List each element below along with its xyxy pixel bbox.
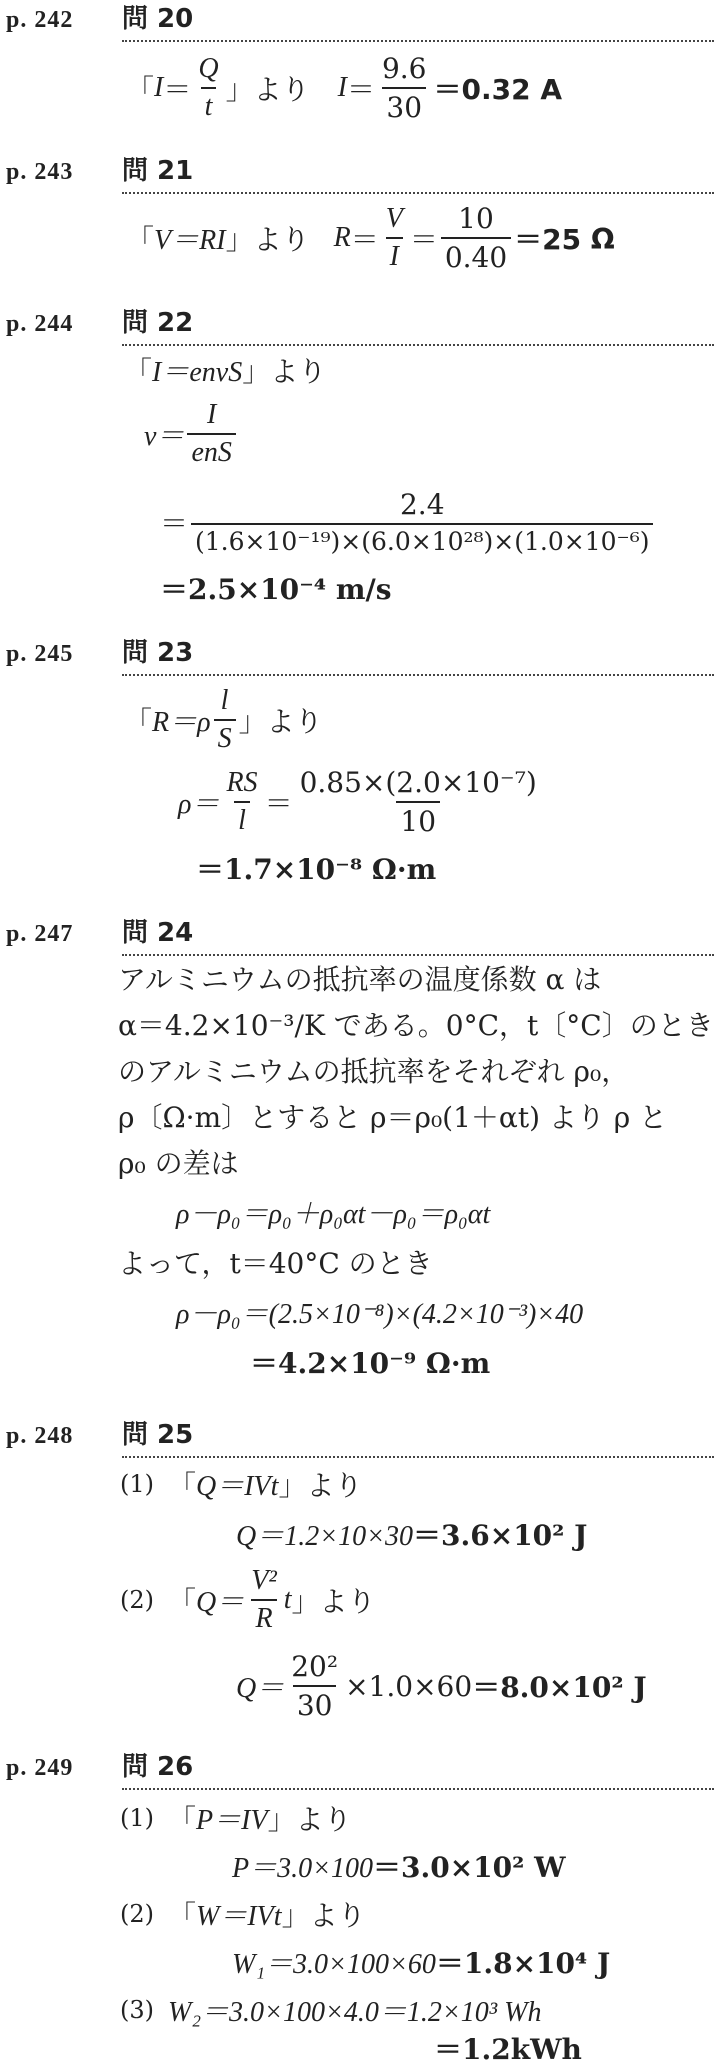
bracket-open: 「 [126,223,155,256]
fraction [214,685,236,755]
q25-part1 [120,1464,362,1504]
var-r: R [333,222,351,253]
problem-label: 問 26 [122,1752,194,1782]
page-ref: p. 242 [6,7,74,33]
var-v: v＝ [144,421,185,452]
numerator: V² [251,1565,277,1596]
fraction [191,488,653,556]
q26-part1 [120,1798,352,1838]
var-q: Q＝ [236,1673,285,1704]
var-i: I [337,72,347,103]
answer: ＝25 Ω [514,223,615,256]
answer: ＝1.8×10⁴ J [435,1947,611,1980]
q24-line: よって，t＝40°C のとき [118,1247,433,1280]
answer: ＝4.2×10⁻⁹ Ω·m [250,1347,491,1380]
q23-step1: ρ＝ $\frac{RS}{l}$ ＝ $\frac{\text{0.85×(2.0×10⁻⁷)}}{10}$ [178,762,544,842]
problem-label: 問 22 [122,308,194,338]
page-ref: p. 244 [6,311,74,337]
numerator: V [385,203,403,234]
yori-text: 」より [242,355,327,388]
formula: W＝IVt [196,1901,282,1932]
equation-text: W₁＝3.0×100×60 [232,1949,436,1980]
denominator: l [234,801,250,837]
formula: I＝envS [152,357,243,388]
equation-text: ρ－ρ₀＝ρ₀＋ρ₀αt－ρ₀＝ρ₀αt [176,1199,491,1230]
part-number: (1) [120,1804,154,1832]
bracket-open: 「 [168,1899,197,1932]
q24-equation [176,1200,490,1229]
q26-part2 [120,1894,366,1934]
q24-line: α＝4.2×10⁻³/K である。0°C，t〔°C〕のとき [118,1009,714,1042]
part-number: (3) [120,1996,154,2024]
dotted-rule [122,1456,714,1458]
q26-part3-answer [434,2030,582,2066]
q22-step1 [144,394,239,474]
page-ref: p. 249 [6,1755,74,1781]
equals: ＝ [163,73,192,106]
yori-text: 」より [238,705,323,738]
q23-answer [196,853,437,886]
answer: ＝0.32 A [433,73,562,106]
fraction [222,767,261,837]
denominator: 0.40 [441,237,511,274]
q26-part2-calc [232,1942,610,1982]
part-number: (1) [120,1470,154,1498]
yori-text: 」より [225,223,310,256]
fraction [194,53,222,123]
dotted-rule [122,674,714,676]
fraction [441,202,511,274]
denominator: S [214,719,236,755]
equation-text: Q＝1.2×10×30 [236,1521,414,1552]
denominator: 30 [293,1685,337,1722]
fraction [382,203,407,273]
answer: ＝3.6×10² J [413,1519,588,1552]
numerator: I [206,399,217,430]
numerator: l [220,685,229,716]
numerator: 2.4 [399,488,445,521]
q22-premise [124,352,326,388]
problem-label: 問 23 [122,638,194,668]
bracket-open: 「 [168,1585,197,1618]
page-ref: p. 247 [6,921,74,947]
part-number: (2) [120,1900,154,1928]
equation-text: ×1.0×60 [345,1669,473,1703]
problem-label: 問 24 [122,918,194,948]
problem-label: 問 21 [122,156,194,186]
dotted-rule [122,192,714,194]
dotted-rule [122,954,714,956]
numerator: Q [198,53,219,84]
fraction [187,399,235,469]
problem-label: 問 20 [122,4,194,34]
q24-line: ρ〔Ω·m〕とすると ρ＝ρ₀(1＋αt) より ρ と [118,1101,668,1134]
denominator: R [251,1599,276,1635]
answer: ＝8.0×10² J [472,1671,647,1704]
q22-step2 [160,486,656,558]
q23-premise [124,684,323,756]
numerator: 9.6 [381,52,427,85]
numerator: RS [226,767,258,798]
equals: ＝ [160,507,189,540]
q25-part1-calc [236,1514,587,1554]
formula: Q＝ [196,1587,245,1618]
q26-part1-calc [232,1846,566,1886]
equation-text: P＝3.0×100 [232,1853,373,1884]
answer: ＝1.2kWh [434,2033,582,2066]
var-rho: ρ＝ [178,789,220,820]
problem-label: 問 25 [122,1420,194,1450]
q24-answer [250,1347,491,1380]
yori-text: 」より [281,1899,366,1932]
page-ref: p. 248 [6,1423,74,1449]
yori-text: 」より [278,1469,363,1502]
q24-line: アルミニウムの抵抗率の温度係数 α は [118,963,602,996]
numerator: 10 [458,202,494,235]
bracket-open: 「 [126,73,155,106]
page-ref: p. 245 [6,641,74,667]
fraction [247,1565,281,1635]
formula: R＝ρ [152,707,211,738]
q21-equation: 「 V＝RI 」より R ＝ $\frac{V}{I}$ ＝ $\frac{10}{0.40}$ ＝25 Ω [126,202,615,274]
equation-text: W₂＝3.0×100×4.0＝1.2×10³ Wh [168,1997,542,2028]
denominator: 10 [396,801,440,838]
answer: ＝1.7×10⁻⁸ Ω·m [196,853,437,886]
denominator: (1.6×10⁻¹⁹)×(6.0×10²⁸)×(1.0×10⁻⁶) [191,523,653,556]
var-t: t [283,1584,292,1615]
formula: P＝IV [196,1805,268,1836]
q25-part2-calc [236,1646,647,1726]
q24-line: のアルミニウムの抵抗率をそれぞれ ρ₀， [118,1055,630,1088]
answer: ＝2.5×10⁻⁴ m/s [160,573,392,606]
formula: Q＝IVt [196,1471,279,1502]
yori-text: 」より [267,1803,352,1836]
part-number: (2) [120,1586,154,1614]
page-ref: p. 243 [6,159,74,185]
bracket-open: 「 [168,1803,197,1836]
dotted-rule [122,1788,714,1790]
q22-answer [160,573,392,606]
dotted-rule [122,344,714,346]
bracket-open: 「 [168,1469,197,1502]
yori-text: 」より [291,1585,376,1618]
denominator: 30 [382,87,426,124]
yori-text: 」より [225,73,310,106]
q24-line: ρ₀ の差は [118,1147,239,1180]
equals: ＝ [346,73,375,106]
fraction [287,1650,342,1722]
q25-part2 [120,1562,376,1638]
formula: V＝RI [154,225,226,256]
var-i: I [154,72,164,103]
numerator: 0.85×(2.0×10⁻⁷) [299,766,537,799]
denominator: t [201,87,217,123]
denominator: enS [187,433,235,469]
dotted-rule [122,40,714,42]
q26-part3 [120,1990,541,2030]
q20-equation [126,48,562,128]
denominator: I [386,237,403,273]
bracket-open: 「 [124,355,153,388]
q24-equation [176,1300,583,1329]
answer: ＝3.0×10² W [373,1851,566,1884]
equation-text: ρ－ρ₀＝(2.5×10⁻⁸)×(4.2×10⁻³)×40 [176,1299,584,1330]
bracket-open: 「 [124,705,153,738]
fraction [378,52,431,124]
numerator: 20² [291,1650,339,1683]
fraction [296,766,541,838]
